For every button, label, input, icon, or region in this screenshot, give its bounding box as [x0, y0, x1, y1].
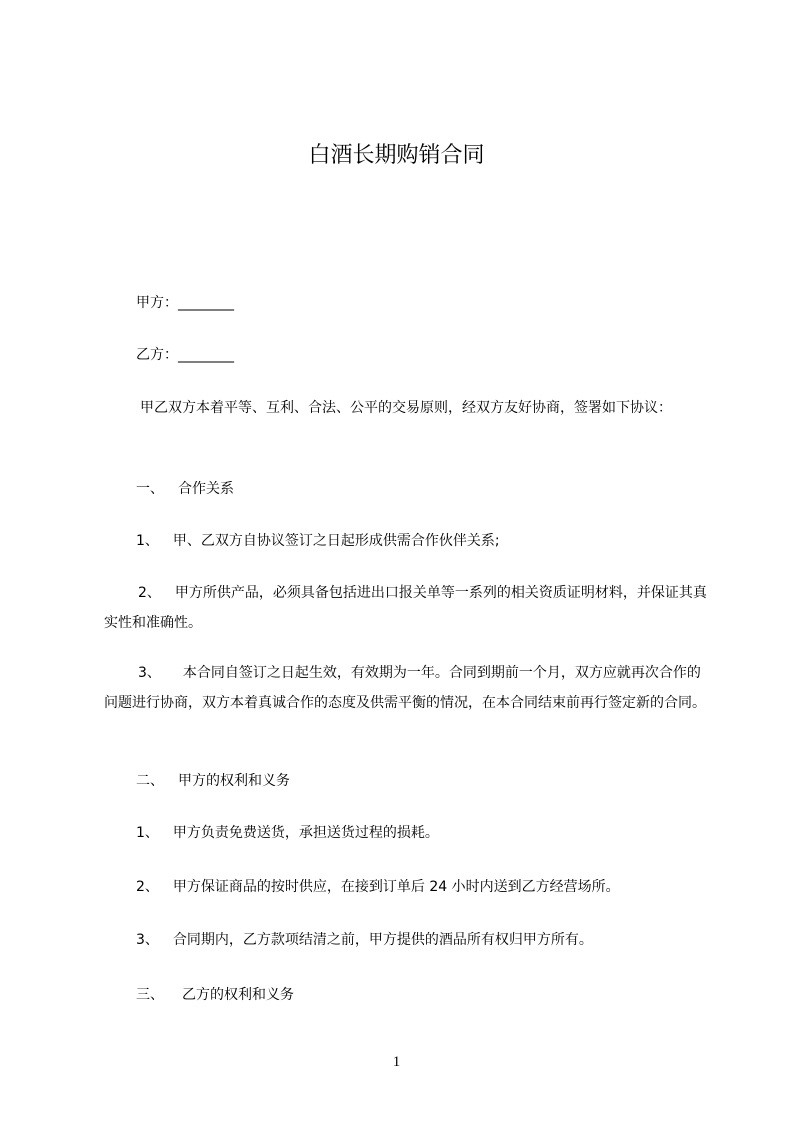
- section-title: 乙方的权利和义务: [182, 987, 294, 1003]
- item-text: 合同期内，乙方款项结清之前，甲方提供的酒品所有权归甲方所有。: [172, 932, 593, 948]
- item-number: 2、: [136, 879, 159, 895]
- party-b-blank: ________: [178, 347, 234, 363]
- item-number: 3、: [136, 932, 159, 948]
- section-heading-3: [136, 984, 294, 1006]
- item-text: 本合同自签订之日起生效，有效期为一年。合同到期前一个月，双方应就再次合作的问题进行协商，双方本着真诚合作的态度及供需平衡的情况，在本合同结束前再行签定新的合同。: [104, 665, 706, 711]
- item-number: 3、: [138, 665, 161, 681]
- party-b-line: [136, 344, 234, 366]
- list-item: [136, 929, 593, 951]
- party-b-label: 乙方：: [136, 347, 178, 363]
- party-a-line: [136, 292, 234, 314]
- item-number: 1、: [136, 825, 159, 841]
- section-heading-2: [136, 770, 290, 792]
- document-title: 白酒长期购销合同: [308, 143, 485, 168]
- item-text: 甲方所供产品，必须具备包括进出口报关单等一系列的相关资质证明材料，并保证其真实性和准确性。: [104, 585, 707, 631]
- party-a-label: 甲方：: [136, 295, 178, 311]
- item-number: 1、: [136, 533, 159, 549]
- section-title: 合作关系: [178, 481, 234, 497]
- list-item: [104, 658, 714, 718]
- item-text: 甲、乙双方自协议签订之日起形成供需合作伙伴关系;: [172, 533, 500, 549]
- section-number: 二、: [136, 773, 164, 789]
- section-title: 甲方的权利和义务: [178, 773, 290, 789]
- item-number: 2、: [138, 585, 161, 601]
- section-number: 一、: [136, 481, 164, 497]
- list-item: [136, 876, 620, 898]
- list-item: [104, 578, 714, 638]
- list-item: [136, 530, 500, 552]
- page-number: 1: [392, 1054, 401, 1070]
- section-heading-1: [136, 478, 234, 500]
- list-item: [136, 822, 439, 844]
- section-number: 三、: [136, 987, 164, 1003]
- intro-paragraph: 甲乙双方本着平等、互利、合法、公平的交易原则，经双方友好协商，签署如下协议：: [140, 400, 672, 416]
- party-a-blank: ________: [178, 295, 234, 311]
- item-text: 甲方负责免费送货，承担送货过程的损耗。: [172, 825, 439, 841]
- item-text: 甲方保证商品的按时供应，在接到订单后 24 小时内送到乙方经营场所。: [172, 879, 620, 895]
